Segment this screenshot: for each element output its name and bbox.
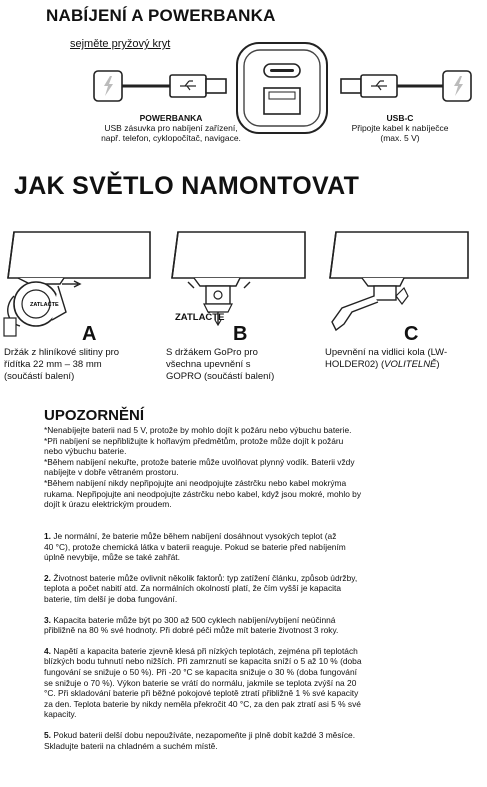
note-number: 2. bbox=[44, 572, 51, 583]
mount-b-letter: B bbox=[233, 323, 248, 345]
note-line: úplně nevybije, může se také zahřát. bbox=[44, 552, 180, 563]
mount-c-letter: C bbox=[404, 323, 419, 345]
note-line: za den. Teplota baterie by nikdy neměla překročit 40 °C, za den pak ztratí asi 5 % své bbox=[44, 698, 361, 709]
notes-list bbox=[44, 531, 474, 751]
note-line: se snižuje o 70 %). Výkon baterie se vrátí do normálu, jakmile se teplota zvýší na 20 bbox=[44, 677, 357, 688]
note-item bbox=[44, 646, 474, 720]
mount-a-caption: Držák z hliníkové slitiny pro řídítka 22 mm – 38 mm (součástí balení) bbox=[4, 347, 120, 382]
warning-line: nebo výbuchu baterie. bbox=[44, 446, 127, 457]
warning-list bbox=[44, 425, 474, 510]
warning-line: rukama. Nepřipojujte ani neodpojujte zástrčku nebo kabel, když jsou mokré, mohlo by bbox=[44, 488, 362, 499]
note-number: 1. bbox=[44, 531, 51, 541]
note-item bbox=[44, 730, 474, 751]
warning-title: UPOZORNĚNÍ bbox=[44, 407, 145, 424]
warning-line: *Nenabíjejte baterii nad 5 V, protože by mohlo dojít k požáru nebo výbuchu baterie. bbox=[44, 425, 352, 435]
powerbank-cable-illustration bbox=[92, 66, 242, 106]
usbc-cable-illustration bbox=[325, 66, 475, 106]
cover-note: sejměte pryžový kryt bbox=[70, 38, 171, 50]
warning-line: nabíjejte v dobře větraném prostoru. bbox=[44, 467, 179, 478]
warning-line: *Během nabíjení nekuřte, protože baterie může uvolňovat plynný vodík. Baterii vždy bbox=[44, 456, 355, 467]
note-item bbox=[44, 615, 474, 636]
note-item bbox=[44, 531, 474, 563]
mount-a-illustration bbox=[0, 226, 160, 338]
note-line: baterie, tím delší je doba fungování. bbox=[44, 593, 178, 604]
note-number: 3. bbox=[44, 614, 51, 625]
note-line: Životnost baterie může ovlivnit několik faktorů: typ zatížení článku, způsob údržby, bbox=[53, 572, 358, 583]
powerbank-desc-2: např. telefon, cyklopočítač, navigace. bbox=[101, 133, 241, 143]
usbc-label: USB-C bbox=[386, 113, 414, 123]
mount-b-press-label: ZATLAČTE bbox=[175, 312, 225, 323]
note-line: °C. Při skladování baterie při běžné pokojové teplotě ztratí přibližně 1 % své kapacity bbox=[44, 688, 359, 699]
mount-a-letter: A bbox=[82, 323, 97, 345]
note-line: přibližně na 80 % své hodnoty. Při dobré péči může mít baterie životnost 3 roky. bbox=[44, 625, 339, 636]
note-line: Kapacita baterie může být po 300 až 500 cyklech nabíjení/vybíjení neúčinná bbox=[53, 614, 336, 625]
note-line: 40 °C), protože chemická látka v baterii reaguje. Pokud se baterie před nabíjením bbox=[44, 541, 346, 552]
powerbank-label: POWERBANKA bbox=[139, 113, 203, 123]
note-line: Je normální, že baterie může během nabíjení dosáhnout vysokých teplot (až bbox=[53, 531, 337, 541]
usbc-desc-1: Připojte kabel k nabíječce bbox=[351, 123, 449, 133]
note-item bbox=[44, 573, 474, 605]
note-number: 5. bbox=[44, 729, 51, 740]
powerbank-desc-1: USB zásuvka pro nabíjení zařízení, bbox=[104, 123, 238, 133]
note-line: kapacity. bbox=[44, 709, 77, 720]
mount-a-press-label: ZATLAČTE bbox=[30, 302, 59, 308]
warning-line: *Během nabíjení nikdy nepřipojujte ani neodpojujte zástrčku nebo kabel mokrýma bbox=[44, 477, 347, 488]
note-line: Napětí a kapacita baterie zjevně klesá při nízkých teplotách, zejména při teplotách bbox=[53, 645, 358, 656]
warning-line: *Při nabíjení se nepřibližujte k hořlavým předmětům, protože může dojít k požáru bbox=[44, 435, 344, 446]
warning-line: dojít k úrazu elektrickým proudem. bbox=[44, 499, 172, 510]
mount-c-illustration bbox=[322, 226, 472, 336]
note-number: 4. bbox=[44, 645, 51, 656]
note-line: Pokud baterii delší dobu nepoužíváte, nezapomeňte ji plně dobít každé 3 měsíce. bbox=[53, 729, 356, 740]
mount-b-illustration bbox=[160, 226, 320, 326]
note-line: Skladujte baterii na chladném a suchém místě. bbox=[44, 740, 218, 751]
note-line: blízkých bodu tuhnutí nebo nižších. Při zamrznutí se kapacita sníží o 5 až 10 % (doba bbox=[44, 656, 362, 667]
charging-title: NABÍJENÍ A POWERBANKA bbox=[46, 6, 276, 25]
usbc-desc-2: (max. 5 V) bbox=[380, 133, 420, 143]
note-line: teplota a počet nabití atd. Za normálních okolností platí, že čím vyšší je kapacita bbox=[44, 583, 342, 594]
mount-title: JAK SVĚTLO NAMONTOVAT bbox=[14, 172, 360, 200]
mount-c-caption: Upevnění na vidlici kola (LW- HOLDER02) (VOLITELNĚ) bbox=[325, 347, 448, 370]
mount-b-caption: S držákem GoPro pro všechna upevnění s GOPRO (součástí balení) bbox=[166, 347, 275, 382]
note-line: fungování se snižuje o 50 %). Při -20 °C se kapacita snižuje o 30 % (doba fungování bbox=[44, 666, 357, 677]
